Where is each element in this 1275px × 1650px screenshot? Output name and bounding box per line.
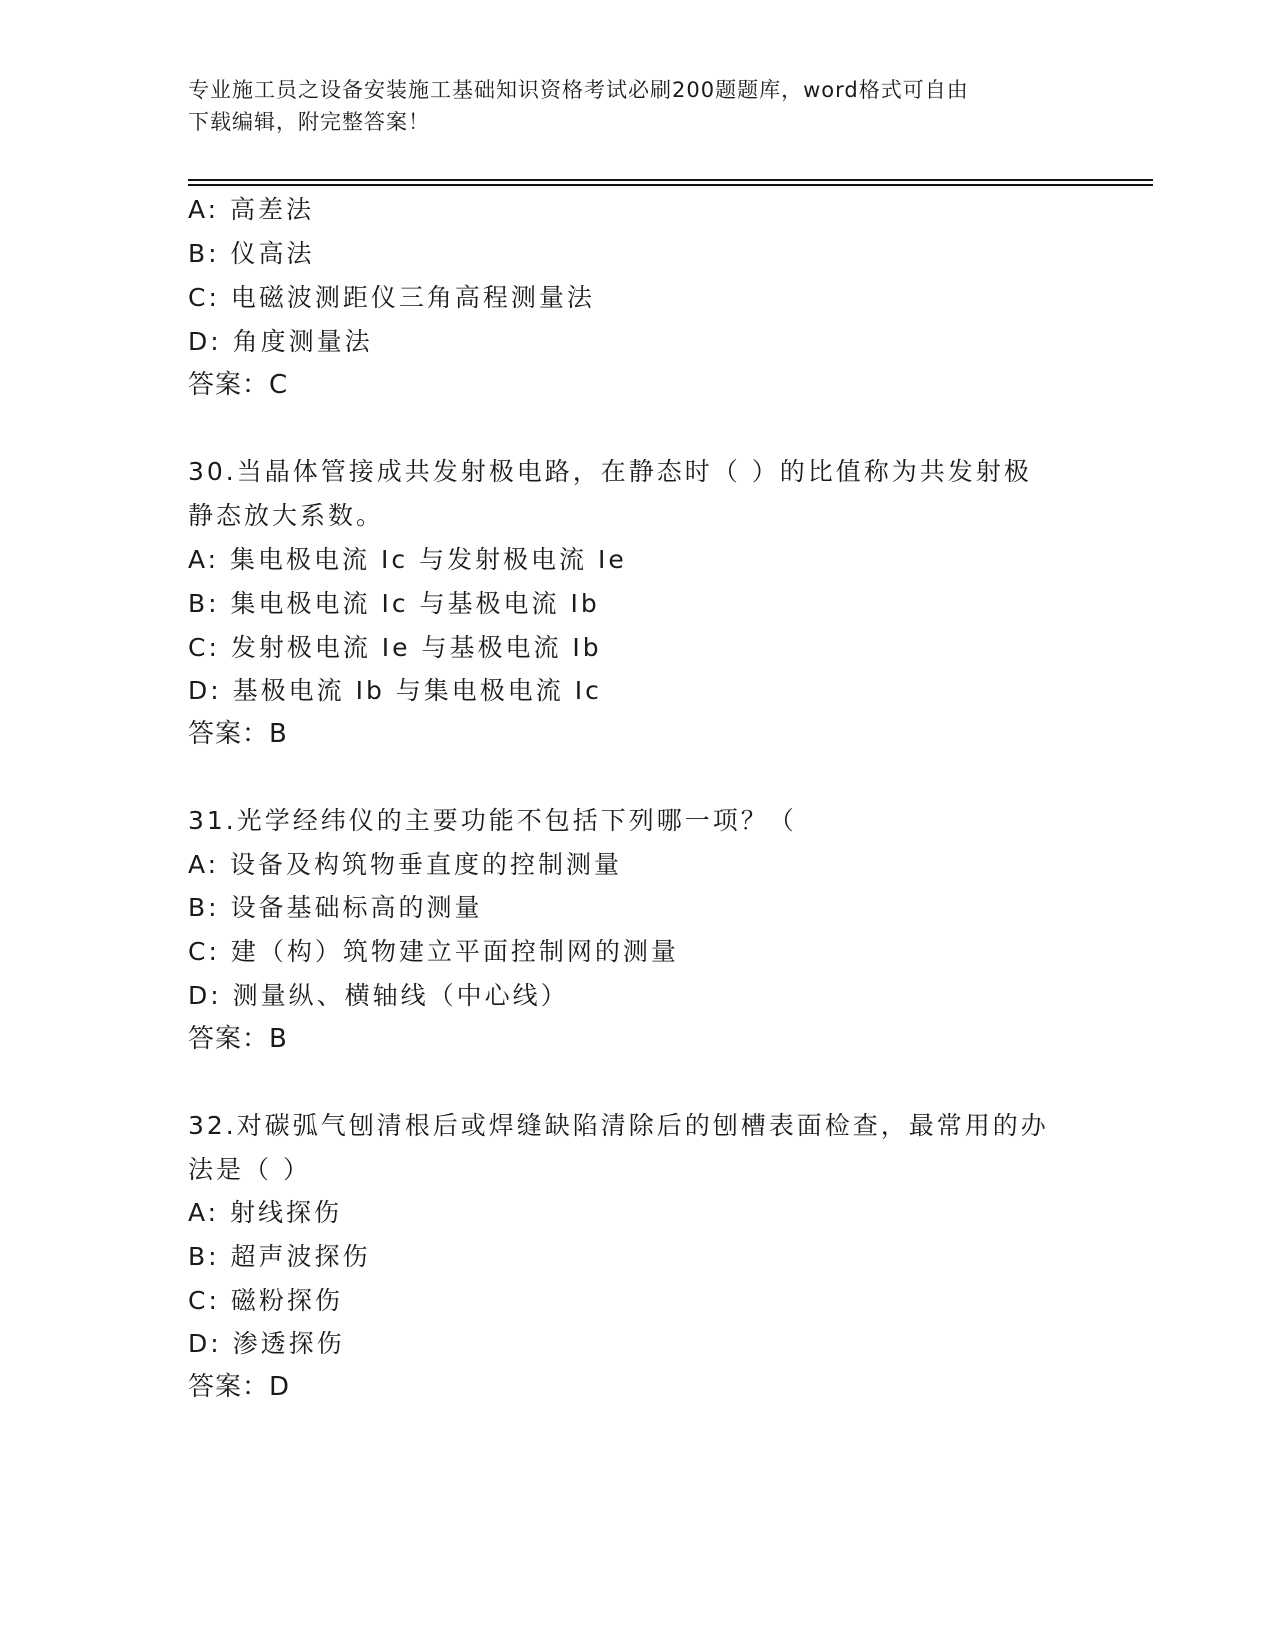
q32-answer: 答案：D (188, 1372, 291, 1402)
q30-stem-line-1: 30.当晶体管接成共发射极电路，在静态时（ ）的比值称为共发射极 (188, 457, 1032, 486)
q32-stem-line-1: 32.对碳弧气刨清根后或焊缝缺陷清除后的刨槽表面检查，最常用的办 (188, 1111, 1049, 1140)
q30-option-d: D: 基极电流 Ib 与集电极电流 Ic (188, 676, 602, 705)
q29-answer: 答案：C (188, 370, 289, 400)
q30-answer: 答案：B (188, 719, 288, 749)
q30-option-a: A: 集电极电流 Ic 与发射极电流 Ie (188, 545, 627, 574)
q29-option-a: A: 高差法 (188, 195, 315, 224)
q31-option-d: D: 测量纵、横轴线（中心线） (188, 981, 569, 1010)
q32-option-a: A: 射线探伤 (188, 1198, 343, 1227)
header-rule-top (188, 179, 1153, 181)
q29-option-b: B: 仪高法 (188, 239, 315, 268)
q32-option-d: D: 渗透探伤 (188, 1329, 345, 1358)
q31-option-a: A: 设备及构筑物垂直度的控制测量 (188, 850, 623, 879)
header-line-2: 下载编辑，附完整答案！ (188, 110, 430, 134)
q32-option-b: B: 超声波探伤 (188, 1242, 371, 1271)
q31-option-b: B: 设备基础标高的测量 (188, 893, 483, 922)
document-header (188, 74, 1078, 138)
q29-option-c: C: 电磁波测距仪三角高程测量法 (188, 283, 595, 312)
header-rule-bottom (188, 184, 1153, 186)
q30-option-c: C: 发射极电流 Ie 与基极电流 Ib (188, 633, 602, 662)
q30-option-b: B: 集电极电流 Ic 与基极电流 Ib (188, 589, 600, 618)
q32-stem-line-2: 法是（ ） (188, 1155, 311, 1184)
header-line-1: 专业施工员之设备安装施工基础知识资格考试必刷200题题库，word格式可自由 (188, 78, 969, 102)
q32-option-c: C: 磁粉探伤 (188, 1286, 343, 1315)
q29-option-d: D: 角度测量法 (188, 327, 373, 356)
q31-stem-line-1: 31.光学经纬仪的主要功能不包括下列哪一项？（ (188, 806, 797, 835)
q31-option-c: C: 建（构）筑物建立平面控制网的测量 (188, 937, 679, 966)
q31-answer: 答案：B (188, 1024, 288, 1054)
q30-stem-line-2: 静态放大系数。 (188, 501, 385, 530)
